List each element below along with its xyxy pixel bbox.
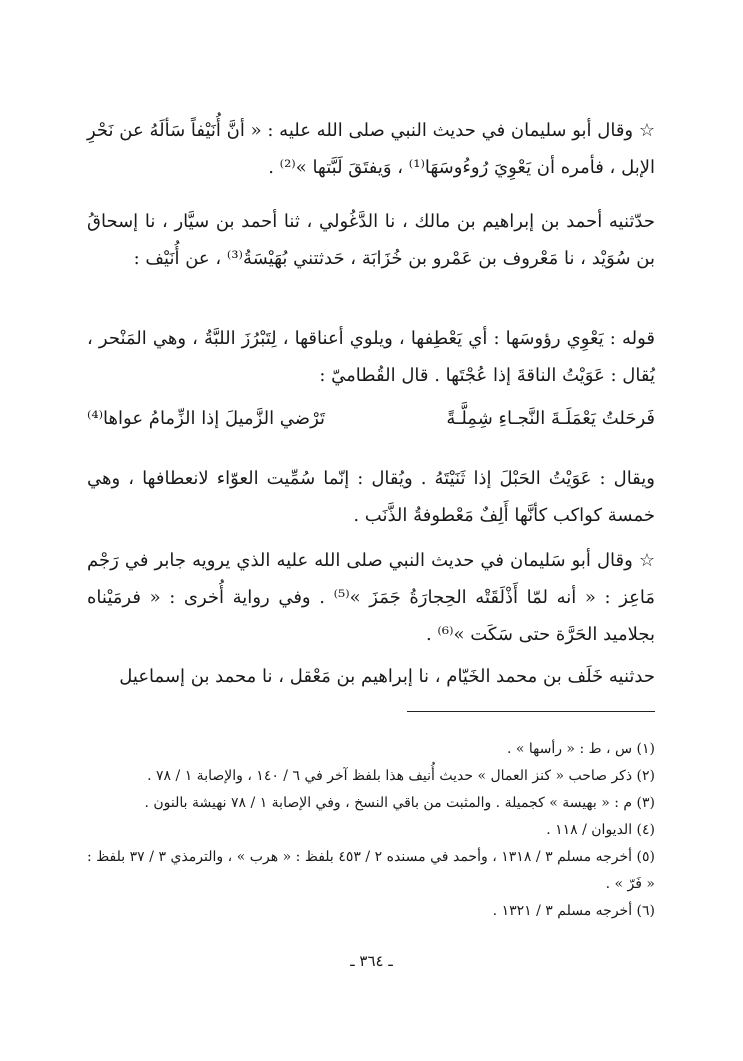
paragraph-isnad-1: حدّثنيه أحمد بن إبراهيم بن مالك ، نا الدَّغُولي ، ثنا أحمد بن سيَّار ، نا إسحاقُ بن سُوَيْد ، نا مَعْروف بن عَمْرو بن خُزَابَة ، حَدثتني بُهَيْسَةُ⁽³⁾ ، عن أُنَيْف : <box>87 211 655 269</box>
footnote-6: (٦) أخرجه مسلم ٣ / ١٣٢١ . <box>492 903 655 919</box>
footnote-5: (٥) أخرجه مسلم ٣ / ١٣١٨ ، وأحمد في مسنده ٢ / ٤٥٣ بلفظ : « هرب » ، والترمذي ٣ / ٣٧ بلفظ : « فَرّ » . <box>87 849 655 892</box>
footnote-4: (٤) الديوان / ١١٨ . <box>546 822 655 838</box>
paragraph-hadith-unayf: ☆ وقال أبو سليمان في حديث النبي صلى الله عليه : « أنَّ أُنَيْفاً سَألَهُ عن نَحْرِ الإبل ، فأمره أن يَعْوِيَ رُوءُوسَهَا⁽¹⁾ ، وَيفتَقَ لَبَّتها »⁽²⁾ . <box>87 120 655 178</box>
page-number: ـ ٣٦٤ ـ <box>350 952 393 970</box>
footnote-1: (١) س ، ط : « رأسها » . <box>506 741 655 757</box>
footnotes-list <box>87 736 655 925</box>
paragraph-explanation: قوله : يَعْوِي رؤوسَها : أي يَعْطِفها ، ويلوي أعناقها ، لِتَبْرُزَ اللبَّةُ ، وهي المَنْحر ، يُقال : عَوَيْتُ الناقةَ إذا عُجْتَها . قال القُطاميّ : <box>87 328 655 386</box>
paragraph-isnad-2: حدثنيه خَلَف بن محمد الخَيّام ، نا إبراهيم بن مَعْقل ، نا محمد بن إسماعيل <box>119 666 655 687</box>
verse-second-hemistich: تَرْضي الزَّميلَ إذا الزِّمامُ عواها⁽⁴⁾ <box>87 408 326 429</box>
paragraph-awa-meaning: ويقال : عَوَيْتُ الحَبْلَ إذا ثَنَيْتَهُ . ويُقال : إنّما سُمِّيت العوّاء لانعطافها ، وهي خمسة كواكب كأنَّها أَلِفٌ مَعْطوفةُ الذَّنَب . <box>87 468 655 526</box>
footnote-2: (٢) ذكر صاحب « كنز العمال » حديث أُنيف هذا بلفظ آخر في ٦ / ١٤٠ ، والإصابة ١ / ٧٨ . <box>147 768 655 784</box>
verse-first-hemistich: فَرحَلتُ يَعْمَلَـةَ النَّجـاءِ شِمِلَّـةً <box>446 408 655 429</box>
paragraph-hadith-maiz: ☆ وقال أبو سَليمان في حديث النبي صلى الله عليه الذي يرويه جابر في رَجْم مَاعِز : « أنه لمّا أَذْلَقَتْه الحِجارَةُ جَمَزَ »⁽⁵⁾ . وفي رواية أُخرى : « فرمَيْناه بجلاميد الحَرَّة حتى سَكَت »⁽⁶⁾ . <box>87 550 655 645</box>
footnote-separator <box>407 711 655 712</box>
footnote-3: (٣) م : « بهيسة » كجميلة . والمثبت من باقي النسخ ، وفي الإصابة ١ / ٧٨ نهيشة بالنون . <box>144 795 655 811</box>
